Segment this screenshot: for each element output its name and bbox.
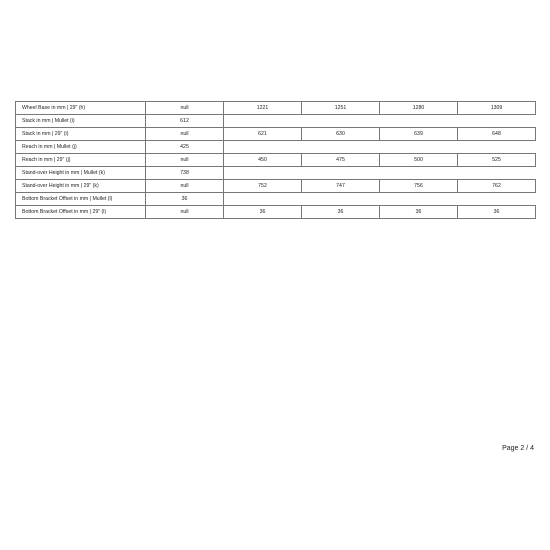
empty-cell	[224, 115, 536, 128]
table-cell: 36	[458, 206, 536, 219]
geometry-table-body	[16, 102, 536, 219]
table-row	[16, 206, 536, 219]
table-cell: 630	[302, 128, 380, 141]
table-row	[16, 193, 536, 206]
table-cell: 500	[380, 154, 458, 167]
row-label: Stack in mm | 29" (i)	[16, 128, 146, 141]
table-cell: 450	[224, 154, 302, 167]
page-number: Page 2 / 4	[502, 445, 534, 452]
table-row	[16, 154, 536, 167]
table-cell: 36	[224, 206, 302, 219]
table-row	[16, 180, 536, 193]
table-cell: null	[146, 180, 224, 193]
geometry-table	[15, 101, 536, 219]
row-label: Stand-over Height in mm | Mullet (k)	[16, 167, 146, 180]
empty-cell	[224, 167, 536, 180]
table-cell: 747	[302, 180, 380, 193]
row-label: Stack in mm | Mullet (i)	[16, 115, 146, 128]
table-cell: null	[146, 102, 224, 115]
table-cell: 1280	[380, 102, 458, 115]
table-cell: 36	[146, 193, 224, 206]
empty-cell	[224, 141, 536, 154]
table-cell: 752	[224, 180, 302, 193]
table-row	[16, 141, 536, 154]
row-label: Bottom Bracket Offset in mm | Mullet (l)	[16, 193, 146, 206]
row-label: Wheel Base in mm | 29" (h)	[16, 102, 146, 115]
table-cell: 1251	[302, 102, 380, 115]
table-row	[16, 167, 536, 180]
table-cell: null	[146, 154, 224, 167]
row-label: Reach in mm | Mullet (j)	[16, 141, 146, 154]
table-cell: 36	[380, 206, 458, 219]
table-cell: 639	[380, 128, 458, 141]
row-label: Stand-over Height in mm | 29" (k)	[16, 180, 146, 193]
table-cell: 36	[302, 206, 380, 219]
table-cell: 612	[146, 115, 224, 128]
table-cell: 475	[302, 154, 380, 167]
table-cell: 738	[146, 167, 224, 180]
table-cell: null	[146, 128, 224, 141]
table-cell: 525	[458, 154, 536, 167]
table-cell: 425	[146, 141, 224, 154]
table-cell: 1221	[224, 102, 302, 115]
table-cell: 1309	[458, 102, 536, 115]
table-cell: 762	[458, 180, 536, 193]
table-cell: 648	[458, 128, 536, 141]
row-label: Reach in mm | 29" (j)	[16, 154, 146, 167]
row-label: Bottom Bracket Offset in mm | 29" (l)	[16, 206, 146, 219]
table-row	[16, 115, 536, 128]
table-cell: 621	[224, 128, 302, 141]
empty-cell	[224, 193, 536, 206]
geometry-table-container	[15, 101, 535, 219]
table-cell: null	[146, 206, 224, 219]
table-cell: 756	[380, 180, 458, 193]
table-row	[16, 102, 536, 115]
table-row	[16, 128, 536, 141]
